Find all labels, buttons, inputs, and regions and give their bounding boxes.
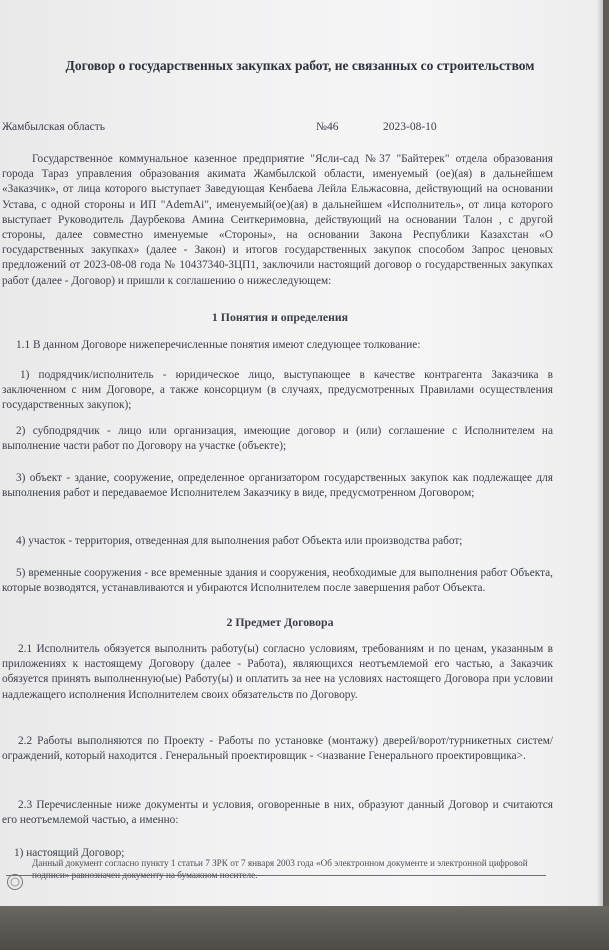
definition-item: 3) объект - здание, сооружение, определенное организатором государственных закупок как подлежащее для выполнения работ и передаваемое Исполнителем Заказчику в виде, предусмотренном Договором; xyxy=(2,472,553,500)
section-1-title: 1 Понятия и определения xyxy=(211,310,349,324)
footer-legal-note: Данный документ согласно пункту 1 статьи 7 ЗРК от 7 января 2003 года «Об электронном документе и электронной цифровой подписи» равнозначен документу на бумажном носителе. xyxy=(32,858,528,880)
clause-2-3-item: 1) настоящий Договор; xyxy=(14,847,125,859)
definition-item: 2) субподрядчик - лицо или организация, имеющие договор и (или) соглашение с Исполнителем на выполнение части работ по Договору на участке (объекте); xyxy=(2,425,553,453)
preamble: Государственное коммунальное казенное предприятие "Ясли-сад №37 "Байтерек" отдела образования города Тараз управления образования акимата Жамбылской области, именуемый (ое)(ая) в дальнейшем «Заказчик», от лица которого выступает Заведующая Кенбаева Лейла Ельжасовна, действующий на основании Устава, с одной стороны и ИП "AdemAi", именуемый(ое)(ая) в дальнейшем «Исполнитель», от лица которого выступает Руководитель Даурбекова Амина Сеиткеримовна, действующий на основании Талон , с другой стороны, далее совместно именуемые «Стороны», на основании Закона Республики Казахстан «О государственных закупках» (далее - Закон) и итогов государственных закупок способом Запрос ценовых предложений от 2023-08-08 года № 10437340-ЗЦП1, заключили настоящий договор о государственных закупках работ (далее - Договор) и пришли к соглашению о нижеследующем: xyxy=(2,153,553,287)
contract-date: 2023-08-10 xyxy=(383,121,437,133)
clause-2-1: 2.1 Исполнитель обязуется выполнить работу(ы) согласно условиям, требованиям и по ценам, указанным в приложениях к настоящему Договору (далее - Работа), являющихся неотъемлемой его частью, а Заказчик обязуется принять выполненную(ые) Работу(ы) и оплатить за нее на условиях настоящего Договора при условии надлежащего исполнения Исполнителем своих обязательств по Договору. xyxy=(2,643,553,701)
definition-item: 4) участок - территория, отведенная для выполнения работ Объекта или производства работ; xyxy=(16,535,463,547)
definition-item: 1) подрядчик/исполнитель - юридическое лицо, выступающее в качестве контрагента Заказчика в заключенном с ним Договоре, а также консорциум (в случаях, предусмотренных Правилами осуществления государственных закупок); xyxy=(2,369,553,412)
desk-background xyxy=(0,906,609,950)
definition-item: 5) временные сооружения - все временные здания и сооружения, необходимые для выполнения работ Объекта, которые возводятся, устанавливаются и убираются Исполнителем после завершения работ Объекта. xyxy=(2,567,553,595)
clause-1-1: 1.1 В данном Договоре нижеперечисленные понятия имеют следующее толкование: xyxy=(16,339,421,351)
region: Жамбылская область xyxy=(2,121,106,133)
e-signature-seal-icon xyxy=(6,873,24,891)
clause-2-2: 2.2 Работы выполняются по Проекту - Работы по установке (монтажу) дверей/ворот/турникетных систем/ограждений, который находится . Генеральный проектировщик - <название Генерального проектировщика>. xyxy=(2,735,553,763)
section-2-title: 2 Предмет Договора xyxy=(226,615,334,629)
document-title: Договор о государственных закупках работ, не связанных со строительством xyxy=(65,58,535,73)
clause-2-3: 2.3 Перечисленные ниже документы и условия, оговоренные в них, образуют данный Договор и считаются его неотъемлемой частью, а именно: xyxy=(2,799,553,827)
contract-number: №46 xyxy=(316,121,339,133)
